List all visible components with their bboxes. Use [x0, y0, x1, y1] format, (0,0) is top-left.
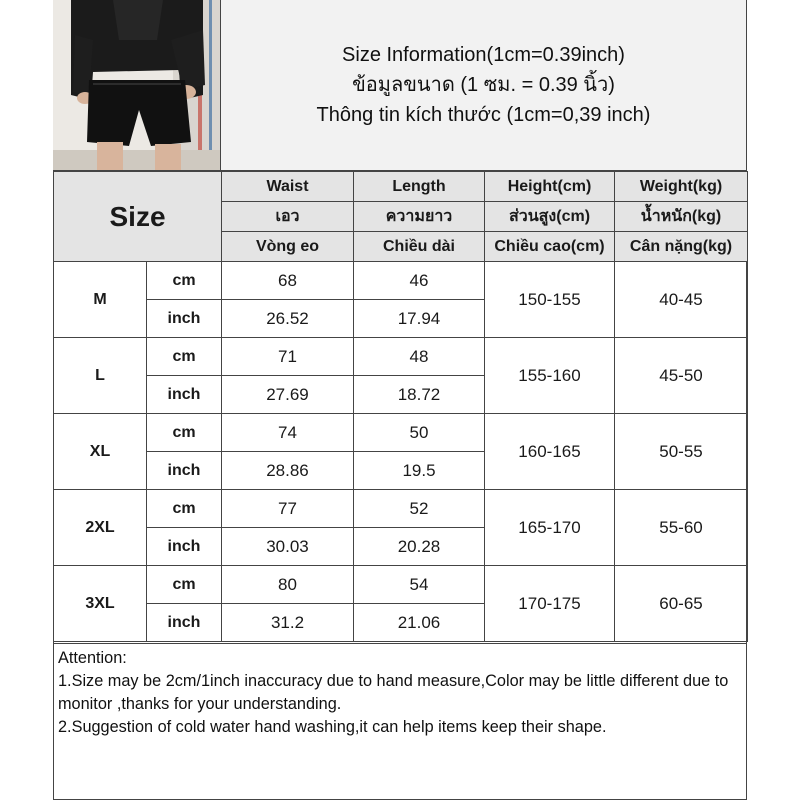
waist-header: Waist — [222, 172, 354, 202]
waist-cm: 68 — [222, 262, 354, 300]
size-label: 2XL — [54, 490, 147, 566]
size-table — [53, 171, 748, 642]
attention-notes — [53, 643, 747, 800]
unit-inch: inch — [147, 300, 222, 338]
table-row — [54, 414, 748, 452]
waist-cm: 80 — [222, 566, 354, 604]
unit-inch: inch — [147, 528, 222, 566]
product-photo — [53, 0, 221, 171]
weight-header: Weight(kg) — [615, 172, 748, 202]
title-thai: ข้อมูลขนาด (1 ซม. = 0.39 นิ้ว) — [352, 74, 615, 96]
size-label: XL — [54, 414, 147, 490]
length-inch: 18.72 — [354, 376, 485, 414]
length-cm: 54 — [354, 566, 485, 604]
length-header: Length — [354, 172, 485, 202]
length-inch: 20.28 — [354, 528, 485, 566]
title-vietnamese: Thông tin kích thước (1cm=0,39 inch) — [316, 104, 651, 126]
note-item: 1.Size may be 2cm/1inch inaccuracy due to hand measure,Color may be little different due to monitor ,thanks for your understanding. — [58, 672, 729, 713]
size-label: L — [54, 338, 147, 414]
waist-inch: 28.86 — [222, 452, 354, 490]
height-range: 165-170 — [485, 490, 615, 566]
unit-cm: cm — [147, 490, 222, 528]
length-cm: 46 — [354, 262, 485, 300]
length-inch: 21.06 — [354, 604, 485, 642]
unit-inch: inch — [147, 604, 222, 642]
waist-cm: 71 — [222, 338, 354, 376]
table-row — [54, 262, 748, 300]
height-range: 160-165 — [485, 414, 615, 490]
waist-cm: 77 — [222, 490, 354, 528]
length-inch: 17.94 — [354, 300, 485, 338]
length-cm: 50 — [354, 414, 485, 452]
height-range: 170-175 — [485, 566, 615, 642]
unit-cm: cm — [147, 566, 222, 604]
waist-cm: 74 — [222, 414, 354, 452]
title-english: Size Information(1cm=0.39inch) — [342, 44, 625, 66]
table-row — [54, 566, 748, 604]
unit-inch: inch — [147, 376, 222, 414]
size-information-title — [221, 0, 747, 171]
table-row — [54, 490, 748, 528]
length-cm: 48 — [354, 338, 485, 376]
length-cm: 52 — [354, 490, 485, 528]
weight-header-vietnamese: Cân nặng(kg) — [615, 232, 748, 262]
weight-header-thai: น้ำหนัก(kg) — [615, 202, 748, 232]
unit-cm: cm — [147, 414, 222, 452]
size-label: 3XL — [54, 566, 147, 642]
unit-cm: cm — [147, 338, 222, 376]
unit-cm: cm — [147, 262, 222, 300]
height-range: 155-160 — [485, 338, 615, 414]
length-header-thai: ความยาว — [354, 202, 485, 232]
header-row-english — [54, 172, 748, 202]
weight-range: 55-60 — [615, 490, 748, 566]
height-header-vietnamese: Chiều cao(cm) — [485, 232, 615, 262]
table-row — [54, 338, 748, 376]
waist-inch: 27.69 — [222, 376, 354, 414]
length-inch: 19.5 — [354, 452, 485, 490]
height-header-thai: ส่วนสูง(cm) — [485, 202, 615, 232]
waist-inch: 31.2 — [222, 604, 354, 642]
weight-range: 45-50 — [615, 338, 748, 414]
weight-range: 50-55 — [615, 414, 748, 490]
waist-header-thai: เอว — [222, 202, 354, 232]
unit-inch: inch — [147, 452, 222, 490]
size-header: Size — [54, 172, 222, 262]
weight-range: 60-65 — [615, 566, 748, 642]
notes-heading: Attention: — [58, 649, 127, 667]
note-item: 2.Suggestion of cold water hand washing,it can help items keep their shape. — [58, 718, 607, 736]
waist-inch: 26.52 — [222, 300, 354, 338]
weight-range: 40-45 — [615, 262, 748, 338]
height-range: 150-155 — [485, 262, 615, 338]
waist-inch: 30.03 — [222, 528, 354, 566]
height-header: Height(cm) — [485, 172, 615, 202]
length-header-vietnamese: Chiều dài — [354, 232, 485, 262]
waist-header-vietnamese: Vòng eo — [222, 232, 354, 262]
size-label: M — [54, 262, 147, 338]
model-wearing-shorts-image — [53, 0, 221, 171]
